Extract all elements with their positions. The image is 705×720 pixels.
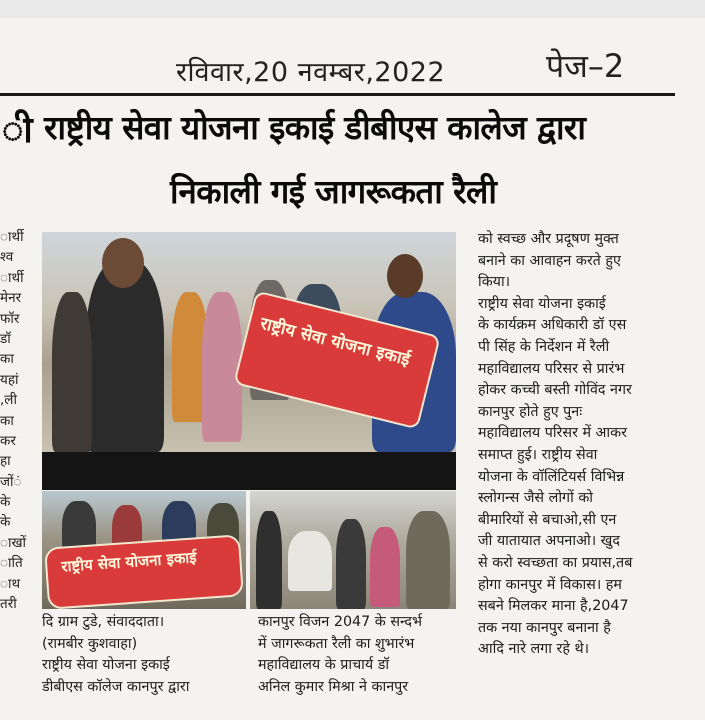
small-banner-text: राष्ट्रीय सेवा योजना इकाई [60,548,198,576]
top-band [0,0,705,18]
headline-line-2: निकाली गई जागरूकता रैली [170,172,497,211]
right-column-line: बीमारियों से बचाओ,सी एन [478,511,617,528]
left-column-line: ाथ [0,575,21,592]
page-header [0,38,705,88]
left-column-line: ाति [0,555,23,572]
right-column-line: जी यातायात अपनाओ। खुद [478,533,620,550]
right-column-line: से करो स्वच्छता का प्रयास,तब [478,554,633,571]
right-column-text [478,229,690,661]
main-photo [42,232,456,452]
right-column-line: होगा कानपुर में विकास। हम [478,576,622,593]
left-column-line: ार्थी [0,269,24,286]
right-column-line: के कार्यक्रम अधिकारी डॉ एस [478,317,627,334]
left-column-line: ली, [0,392,17,409]
left-column-line: ाखों [0,534,27,551]
left-column-line: के [0,514,11,531]
small-photo-left [42,491,246,609]
right-column-line: पी सिंह के निर्देशन में रैली [478,338,610,355]
main-banner-text: राष्ट्रीय सेवा योजना इकाई [258,313,412,371]
right-column-line: आदि नारे लगा रहे थे। [478,641,590,658]
left-column-line: कर [0,432,16,449]
left-column-line: श्व [0,249,14,266]
middle-left-column-text [42,612,252,698]
right-column-line: समाप्त हुई। राष्ट्रीय सेवा [478,446,598,463]
small-banner [44,534,244,609]
right-column-line: बनाने का आवाहन करते हुए [478,252,621,269]
left-column-line: का [0,351,14,368]
headline-fragment: ी [2,110,33,151]
left-column-line: डॉ [0,330,11,347]
right-column-line: कानपुर होते हुए पुनः [478,403,583,420]
left-column-line: ार्थी [0,229,24,245]
left-column-line: के [0,494,11,511]
headline-line-1: राष्ट्रीय सेवा योजना इकाई डीबीएस कालेज द्वारा [44,108,586,147]
photo-dark-band [42,452,456,490]
middle-right-line: में जागरूकता रैली का शुभारंभ [258,635,415,652]
left-column-line: का [0,412,14,429]
date-line: रविवार,20 नवम्बर,2022 [176,57,446,88]
right-column-line: महाविद्यालय परिसर से प्रारंभ [478,360,625,377]
left-column-line: फॉर [0,310,20,327]
middle-right-line: महाविद्यालय के प्राचार्य डॉ [258,657,390,674]
left-column-line: ंजों [0,473,22,490]
middle-left-line: (रामबीर कुशवाहा) [42,635,138,652]
left-column-line: तरी [0,596,17,613]
left-column-line: हा [0,453,11,470]
middle-right-line: अनिल कुमार मिश्रा ने कानपुर [258,678,409,695]
middle-left-line: डीबीएस कॉलेज कानपुर द्वारा [42,678,190,695]
right-column-line: महाविद्यालय परिसर में आकर [478,425,627,442]
right-column-line: राष्ट्रीय सेवा योजना इकाई [478,295,606,312]
right-column-line: स्लोगन्स जैसे लोगों को [478,490,594,507]
right-column-line: को स्वच्छ और प्रदूषण मुक्त [478,231,619,247]
left-column-line: यहां [0,371,19,388]
right-column-line: किया। [478,274,511,291]
small-photo-right [250,491,456,609]
middle-left-line: राष्ट्रीय सेवा योजना इकाई [42,657,170,674]
left-column-line: मेनर [0,290,22,307]
middle-right-line: कानपुर विजन 2047 के सन्दर्भ [258,614,423,630]
right-column-line: तक नया कानपुर बनाना है [478,619,611,636]
page-number: पेज–2 [546,47,625,85]
header-rule [0,93,675,96]
middle-left-line: दि ग्राम टुडे, संवाददाता। [42,614,165,630]
headline [0,100,705,220]
middle-right-column-text [258,612,464,698]
right-column-line: सबने मिलकर माना है,2047 [478,598,629,615]
right-column-line: होकर कच्ची बस्ती गोविंद नगर [478,382,632,399]
right-column-line: योजना के वॉलिंटियर्स विभिन्न [478,468,625,485]
left-column-fragments [0,227,40,707]
